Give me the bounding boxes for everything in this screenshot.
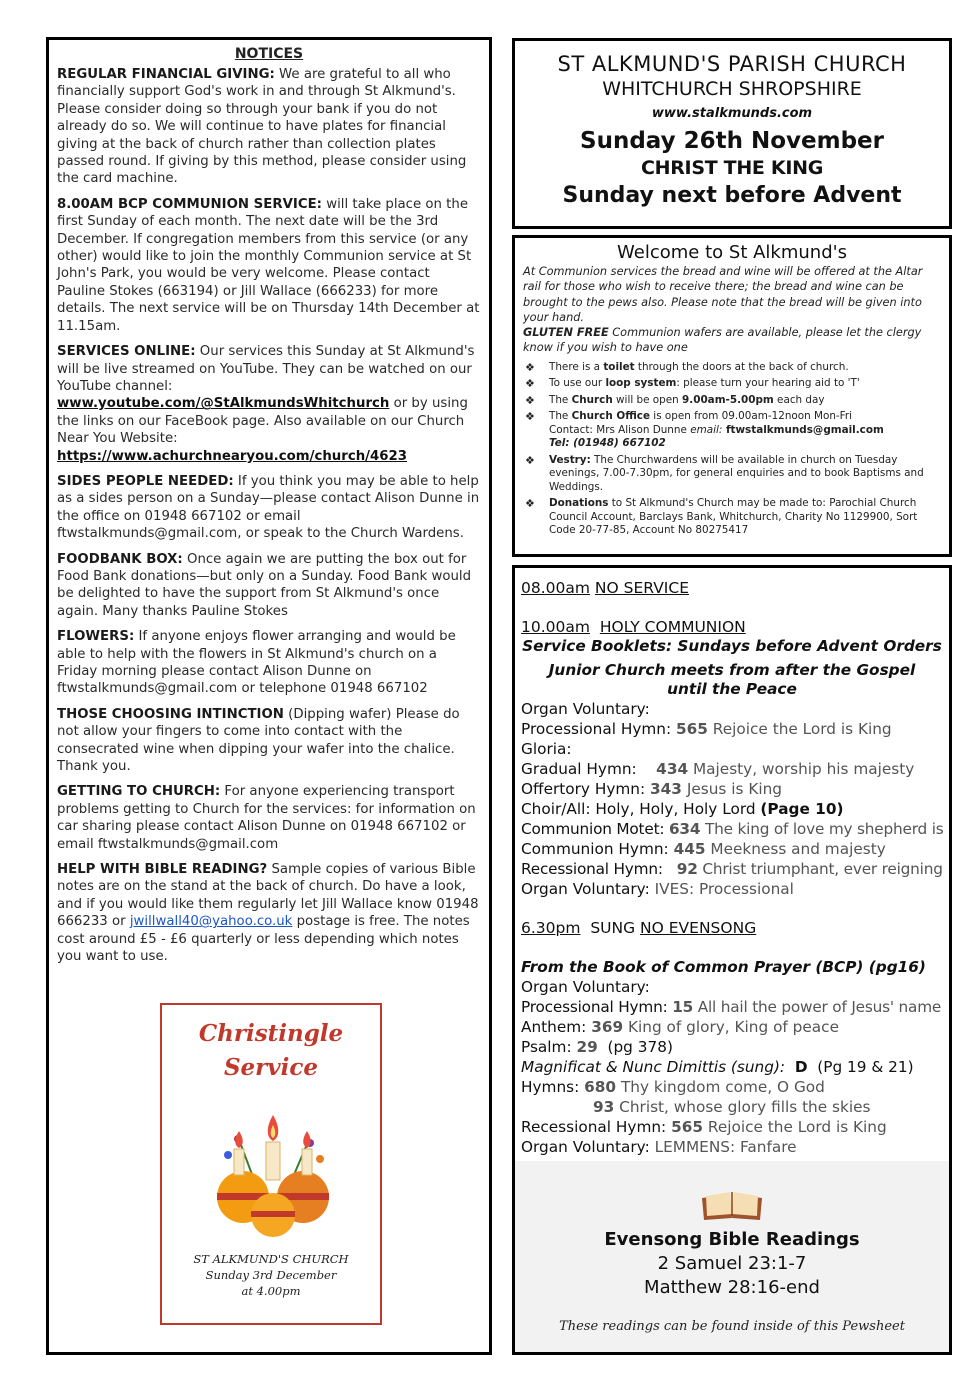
church-location: WHITCHURCH SHROPSHIRE xyxy=(602,78,862,100)
bullet-toilet: ❖ There is a toilet through the doors at the back of church. xyxy=(525,360,849,374)
bullet-vestry: ❖ Vestry: The Churchwardens will be available in church on Tuesday evenings, 7.00-7.30pm, for general enquiries and to book Baptisms and Weddings. xyxy=(525,453,924,493)
bullet-loop-system: ❖ To use our loop system: please turn your hearing aid to 'T' xyxy=(525,377,860,391)
notice-flowers: FLOWERS: If anyone enjoys flower arranging and would be able to help with the flowers in St Alkmund's church on a Friday morning please contact Alison Dunne on ftwstalkmunds@gmail.com or telephone 01948 667102 xyxy=(57,629,456,697)
order-item: Processional Hymn: 15 All hail the power of Jesus' name xyxy=(521,998,942,1016)
bullet-church-office: ❖ The Church Office is open from 09.00am-12noon Mon-Fri Contact: Mrs Alison Dunne email: ftwstalkmunds@gmail.com Tel: (01948) 667102 xyxy=(525,410,884,450)
diamond-bullet-icon: ❖ xyxy=(525,377,535,391)
diamond-bullet-icon: ❖ xyxy=(525,410,535,424)
order-item: Processional Hymn: 565 Rejoice the Lord is King xyxy=(521,720,892,738)
order-item: Organ Voluntary: IVES: Processional xyxy=(521,880,794,898)
junior-church-line2: until the Peace xyxy=(667,680,797,698)
bullet-opening-hours: ❖ The Church will be open 9.00am-5.00pm each day xyxy=(525,393,825,407)
order-item: Communion Motet: 634 The king of love my shepherd is xyxy=(521,820,944,838)
order-item: Organ Voluntary: LEMMENS: Fanfare xyxy=(521,1138,797,1156)
notices-panel xyxy=(46,37,492,1355)
church-header xyxy=(512,38,952,229)
bullet-donations: ❖ Donations to St Alkmund's Church may be made to: Parochial Church Council Account, Barclays Bank, Whitchurch, Charity No 1129900, Sort Code 20-77-85, Account No 80275417 xyxy=(525,497,918,537)
youtube-link[interactable]: www.youtube.com/@StAlkmundsWhitchurch xyxy=(57,396,390,412)
diamond-bullet-icon: ❖ xyxy=(525,497,535,511)
diamond-bullet-icon: ❖ xyxy=(525,393,535,407)
junior-church-line1: Junior Church meets from after the Gospel xyxy=(548,661,916,679)
notice-foodbank: FOODBANK BOX: Once again we are putting the box out for Food Bank donations—but only on a Sunday. Food Bank would be delighted to have the support from St Alkmund's once again. Many thanks Pauline Stokes xyxy=(57,551,472,619)
readings-title: Evensong Bible Readings xyxy=(604,1229,860,1250)
order-item: Organ Voluntary: xyxy=(521,978,650,996)
order-item: Gloria: xyxy=(521,740,572,758)
feast-name: CHRIST THE KING xyxy=(640,157,824,179)
service-0800: 08.00am NO SERVICE xyxy=(521,579,689,597)
reading-2: Matthew 28:16-end xyxy=(644,1277,820,1298)
notice-getting-to-church: GETTING TO CHURCH: For anyone experiencing transport problems getting to Church for the services: for information on car sharing please contact Alison Dunne on 01948 667102 or email ftwstalkmunds@gmail.com xyxy=(57,784,476,852)
order-item: 93 Christ, whose glory fills the skies xyxy=(593,1098,871,1116)
christingle-details: ST ALKMUND'S CHURCH Sunday 3rd December at 4.00pm xyxy=(193,1252,349,1298)
christingle-title: Christingle xyxy=(198,1020,344,1047)
notice-intinction: THOSE CHOOSING INTINCTION (Dipping wafer) Please do not allow your fingers to come into contact with the consecrated wine when dipping your wafer into the chalice. Thank you. xyxy=(57,706,460,775)
church-near-you-link[interactable]: https://www.achurchnearyou.com/church/4623 xyxy=(57,448,408,464)
order-item: Magnificat & Nunc Dimittis (sung): D (Pg 19 & 21) xyxy=(521,1058,914,1076)
christingle-subtitle: Service xyxy=(223,1054,319,1081)
order-item: Gradual Hymn: 434 Majesty, worship his majesty xyxy=(521,760,915,778)
services-panel xyxy=(512,565,952,1355)
order-item: Organ Voluntary: xyxy=(521,700,650,718)
notice-bible-reading: HELP WITH BIBLE READING? Sample copies of various Bible notes are on the stand at the back of church. Do have a look, and if you would like them regularly let Jill Wallace know 01948 666233 or jwillwall40@yahoo.co.uk postage is free. The notes cost around £5 - £6 quarterly or less depending which notes you want to use. xyxy=(57,862,479,965)
notice-financial-giving: REGULAR FINANCIAL GIVING: We are grateful to all who financially support God's work in and through St Alkmund's. Please consider doing so through your bank if you do not already do so. We will continue to have plates for financial giving at the back of church rather than collection plates passed round. If giving by this method, please consider using the card machine. xyxy=(57,67,467,187)
welcome-panel xyxy=(512,235,952,557)
order-item: Communion Hymn: 445 Meekness and majesty xyxy=(521,840,886,858)
sunday-name: Sunday next before Advent xyxy=(562,183,902,208)
reading-1: 2 Samuel 23:1-7 xyxy=(657,1253,807,1274)
readings-note: These readings can be found inside of this Pewsheet xyxy=(559,1319,905,1334)
christingle-poster xyxy=(160,1003,382,1325)
notice-bcp-communion: 8.00AM BCP COMMUNION SERVICE: will take place on the first Sunday of each month. The next date will be the 3rd December. If congregation members from this service (or any other) would like to join the monthly Communion service at St John's Park, you would be very welcome. Please contact Pauline Stokes (663194) or Jill Wallace (666233) for more details. The next service will be on Thursday 14th December at 11.15am. xyxy=(57,196,480,334)
order-item: Anthem: 369 King of glory, King of peace xyxy=(521,1018,839,1036)
service-1000: 10.00am HOLY COMMUNION xyxy=(521,618,746,636)
readings-section xyxy=(515,1161,949,1352)
order-item: Choir/All: Holy, Holy, Holy Lord (Page 10) xyxy=(521,800,844,818)
service-1830: 6.30pm SUNG NO EVENSONG xyxy=(521,919,757,937)
order-item: Hymns: 680 Thy kingdom come, O God xyxy=(521,1078,825,1096)
gluten-free-note: GLUTEN FREE Communion wafers are available, please let the clergy know if you wish to have one xyxy=(523,326,922,355)
diamond-bullet-icon: ❖ xyxy=(525,453,535,467)
order-item: Offertory Hymn: 343 Jesus is King xyxy=(521,780,783,798)
service-booklets: Service Booklets: Sundays before Advent Orders xyxy=(522,637,942,655)
notice-services-online: SERVICES ONLINE: Our services this Sunday at St Alkmund's will be live streamed on YouTube. They can be watched on our YouTube channel: www.youtube.com/@StAlkmundsWhitchurch or by using the links on our FaceBook page. Also available on our Church Near You Website: https://www.achurchnearyou.com/church/4623 xyxy=(57,344,475,464)
church-website[interactable]: www.stalkmunds.com xyxy=(651,106,813,121)
notices-title: NOTICES xyxy=(234,46,304,62)
email-link[interactable]: jwillwall40@yahoo.co.uk xyxy=(129,914,293,930)
diamond-bullet-icon: ❖ xyxy=(525,360,535,374)
welcome-title: Welcome to St Alkmund's xyxy=(617,242,847,263)
christingle-oranges-illustration xyxy=(198,1097,348,1247)
church-name: ST ALKMUND'S PARISH CHURCH xyxy=(557,52,907,76)
order-item: Recessional Hymn: 565 Rejoice the Lord is King xyxy=(521,1118,887,1136)
open-bible-icon xyxy=(700,1188,764,1222)
notice-sides-people: SIDES PEOPLE NEEDED: If you think you may be able to help as a sides person on a Sunday—please contact Alison Dunne in the office on 01948 667102 or email ftwstalkmunds@gmail.com, or speak to the Church Wardens. xyxy=(57,473,480,542)
bcp-heading: From the Book of Common Prayer (BCP) (pg16) xyxy=(521,958,926,976)
order-item: Recessional Hymn: 92 Christ triumphant, ever reigning xyxy=(521,860,943,878)
order-item: Psalm: 29 (pg 378) xyxy=(521,1038,673,1056)
service-date: Sunday 26th November xyxy=(580,128,884,154)
welcome-intro: At Communion services the bread and wine will be offered at the Altar rail for those who wish to receive there; the bread and wine can be brought to the pews also. Please note that the bread will be given into your hand. xyxy=(523,265,923,324)
